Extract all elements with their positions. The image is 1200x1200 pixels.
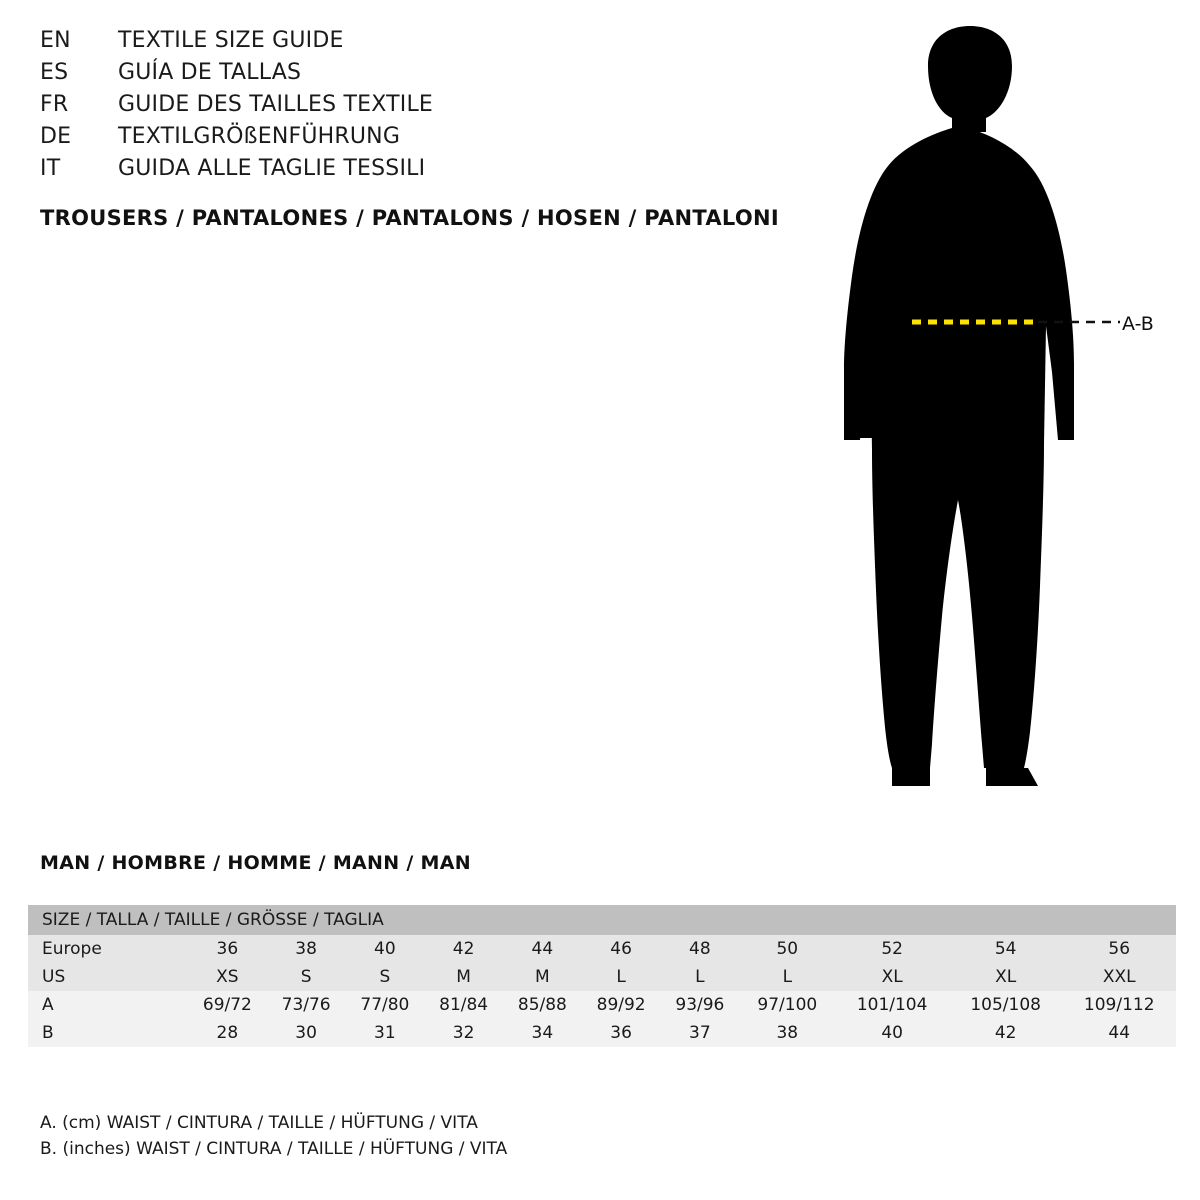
gender-heading: MAN / HOMBRE / HOMME / MANN / MAN (40, 852, 471, 874)
size-table (28, 905, 1176, 1047)
language-row-en (40, 28, 800, 60)
table-cell: 109/112 (1062, 991, 1176, 1019)
row-label: US (28, 963, 188, 991)
table-row (28, 963, 1176, 991)
table-cell: 28 (188, 1019, 267, 1047)
table-cell: 38 (739, 1019, 835, 1047)
table-cell: 42 (424, 935, 503, 963)
language-title: GUIDE DES TAILLES TEXTILE (118, 92, 434, 117)
table-cell: M (424, 963, 503, 991)
table-cell: S (346, 963, 425, 991)
table-cell: 54 (949, 935, 1063, 963)
footnote-b: B. (inches) WAIST / CINTURA / TAILLE / HÜFTUNG / VITA (40, 1139, 508, 1160)
table-cell: 42 (949, 1019, 1063, 1047)
language-title: GUIDA ALLE TAGLIE TESSILI (118, 156, 426, 181)
table-cell: 81/84 (424, 991, 503, 1019)
table-cell: L (661, 963, 740, 991)
table-cell: 40 (835, 1019, 949, 1047)
table-cell: S (267, 963, 346, 991)
table-cell: XXL (1062, 963, 1176, 991)
language-code: DE (40, 124, 72, 149)
language-code: ES (40, 60, 69, 85)
table-cell: M (503, 963, 582, 991)
language-code: IT (40, 156, 61, 181)
table-row (28, 935, 1176, 963)
table-cell: 34 (503, 1019, 582, 1047)
garment-type-line: TROUSERS / PANTALONES / PANTALONS / HOSEN / PANTALONI (40, 206, 780, 230)
language-row-it (40, 156, 800, 188)
table-cell: XL (949, 963, 1063, 991)
footnote-a: A. (cm) WAIST / CINTURA / TAILLE / HÜFTUNG / VITA (40, 1113, 478, 1133)
language-row-fr (40, 92, 800, 124)
table-cell: 69/72 (188, 991, 267, 1019)
table-cell: 31 (346, 1019, 425, 1047)
table-cell: 93/96 (661, 991, 740, 1019)
language-title: GUÍA DE TALLAS (118, 60, 302, 85)
header-block (40, 28, 800, 230)
table-cell: L (739, 963, 835, 991)
measure-ab-label: A-B (1122, 313, 1154, 335)
table-cell: 85/88 (503, 991, 582, 1019)
table-row (28, 1019, 1176, 1047)
table-cell: 73/76 (267, 991, 346, 1019)
language-code: EN (40, 28, 71, 53)
row-label: B (28, 1019, 188, 1047)
table-header-row (28, 905, 1176, 935)
language-code: FR (40, 92, 69, 117)
language-title: TEXTILE SIZE GUIDE (118, 28, 344, 53)
table-cell: 77/80 (346, 991, 425, 1019)
row-label: Europe (28, 935, 188, 963)
table-cell: XL (835, 963, 949, 991)
table-cell: 89/92 (582, 991, 661, 1019)
table-cell: 44 (1062, 1019, 1176, 1047)
table-row (28, 991, 1176, 1019)
row-label: A (28, 991, 188, 1019)
table-cell: XS (188, 963, 267, 991)
table-cell: 46 (582, 935, 661, 963)
language-row-es (40, 60, 800, 92)
footnotes (40, 1110, 507, 1163)
table-cell: 37 (661, 1019, 740, 1047)
table-cell: 40 (346, 935, 425, 963)
language-title: TEXTILGRÖßENFÜHRUNG (118, 124, 401, 149)
table-cell: 105/108 (949, 991, 1063, 1019)
table-cell: 48 (661, 935, 740, 963)
table-cell: 38 (267, 935, 346, 963)
table-cell: 36 (188, 935, 267, 963)
table-cell: 56 (1062, 935, 1176, 963)
table-cell: 32 (424, 1019, 503, 1047)
table-cell: 50 (739, 935, 835, 963)
table-cell: 44 (503, 935, 582, 963)
table-cell: L (582, 963, 661, 991)
language-row-de (40, 124, 800, 156)
size-table-header-label: SIZE / TALLA / TAILLE / GRÖSSE / TAGLIA (28, 905, 1176, 935)
table-cell: 97/100 (739, 991, 835, 1019)
male-silhouette-figure (800, 20, 1200, 810)
table-cell: 36 (582, 1019, 661, 1047)
table-cell: 101/104 (835, 991, 949, 1019)
table-cell: 52 (835, 935, 949, 963)
table-cell: 30 (267, 1019, 346, 1047)
